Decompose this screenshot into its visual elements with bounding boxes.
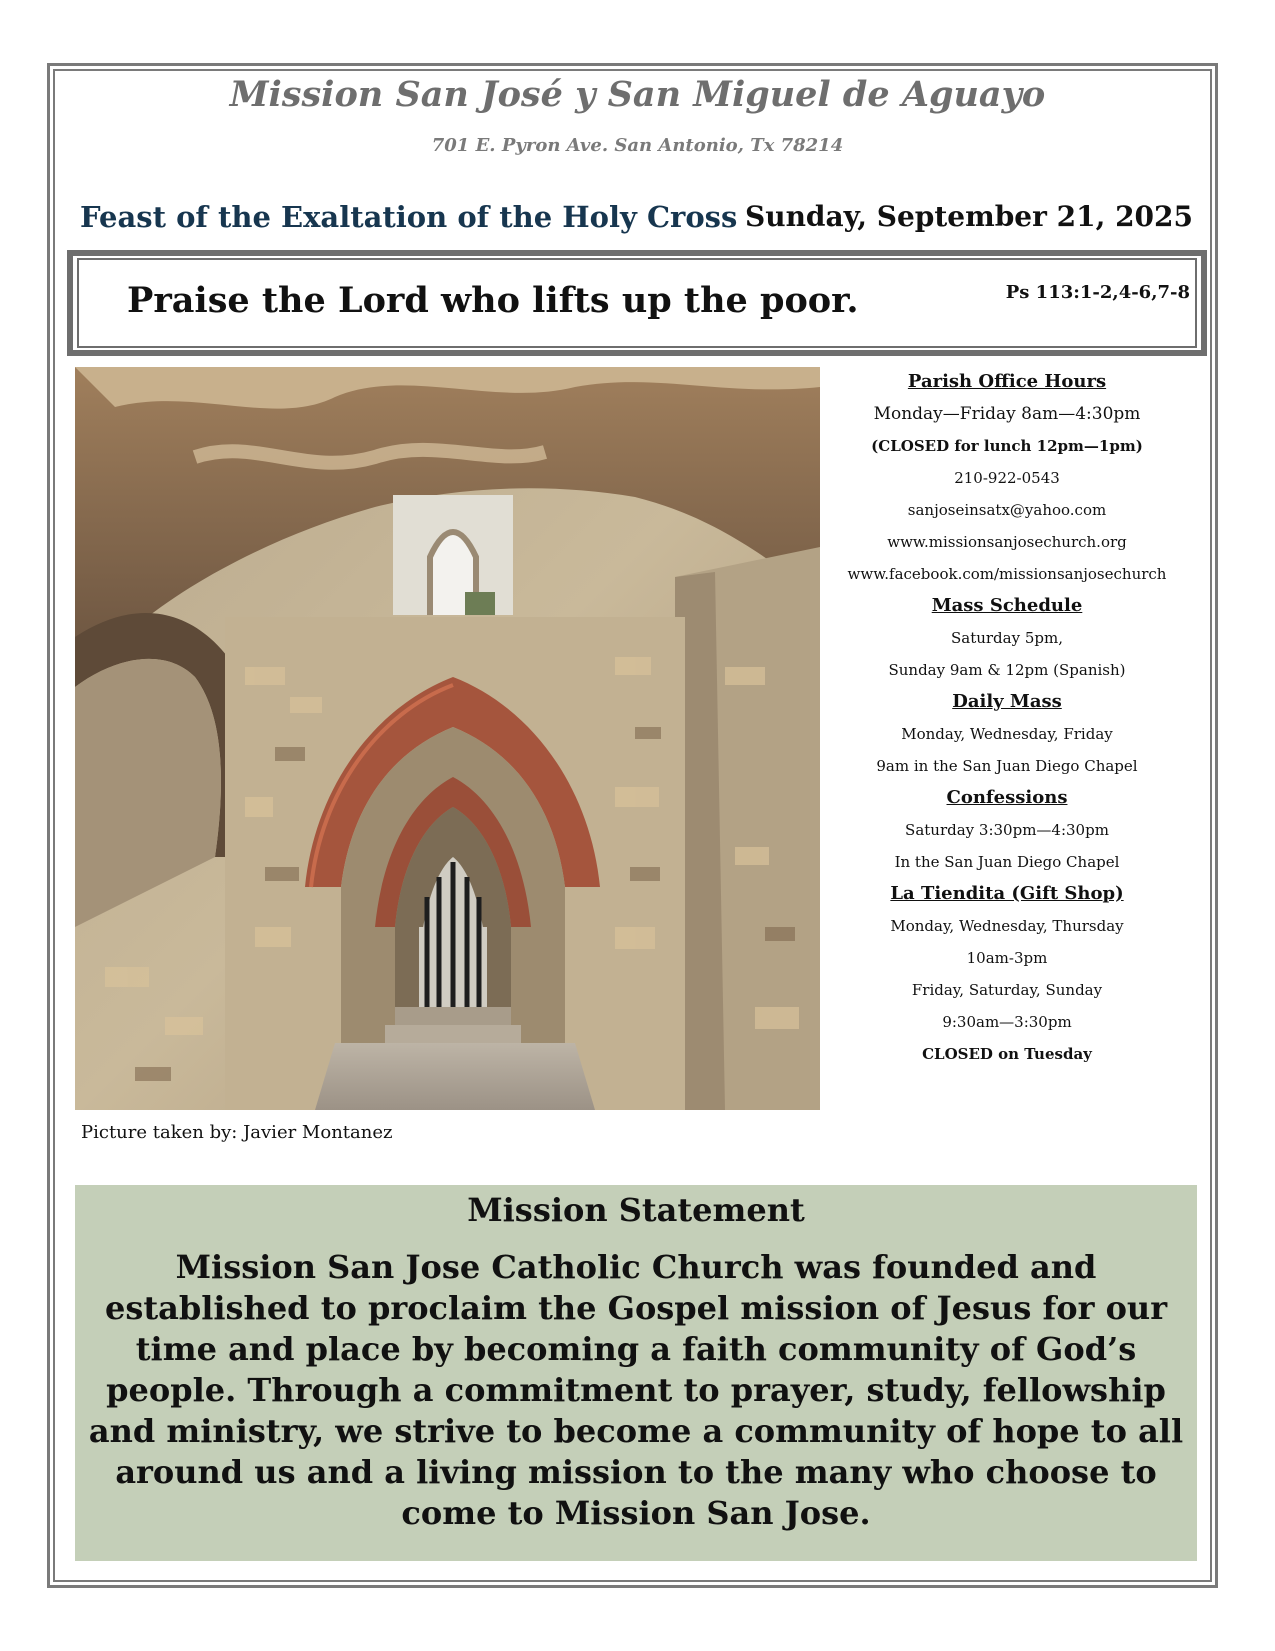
parish-email: sanjoseinsatx@yahoo.com (907, 501, 1107, 519)
mission-statement-text: Mission San Jose Catholic Church was founded and established to proclaim the Gospel mission of Jesus for our time and place by becoming a faith community of God’s people. Through a commitment to prayer, study, fellowship and ministry, we strive to become a community of hope to all around us and a living mission to the many who choose to come to Mission San Jose. (88, 1248, 1184, 1532)
mission-address: 701 E. Pyron Ave. San Antonio, Tx 78214 (431, 135, 844, 156)
bulletin-date: Sunday, September 21, 2025 (744, 200, 1193, 233)
gift-shop-days-weekend: Friday, Saturday, Sunday (911, 981, 1103, 999)
gift-shop-heading: La Tiendita (Gift Shop) (890, 883, 1124, 904)
office-lunch-closure: (CLOSED for lunch 12pm—1pm) (871, 437, 1143, 455)
parish-phone: 210-922-0543 (954, 469, 1060, 487)
psalm-refrain: Praise the Lord who lifts up the poor. (127, 280, 859, 321)
confessions-heading: Confessions (946, 787, 1068, 808)
daily-mass-heading: Daily Mass (952, 691, 1062, 712)
mission-statement-box (75, 1185, 1197, 1561)
mission-statement-heading: Mission Statement (467, 1191, 805, 1229)
confessions-place: In the San Juan Diego Chapel (894, 853, 1120, 871)
parish-website: www.missionsanjosechurch.org (887, 533, 1127, 551)
mission-arch-photo (75, 367, 820, 1110)
psalm-reference: Ps 113:1-2,4-6,7-8 (1005, 282, 1190, 303)
feast-name: Feast of the Exaltation of the Holy Cross (80, 200, 738, 234)
confessions-time: Saturday 3:30pm—4:30pm (905, 821, 1109, 839)
gift-shop-days-weekday: Monday, Wednesday, Thursday (890, 917, 1124, 935)
daily-mass-time: 9am in the San Juan Diego Chapel (876, 757, 1138, 775)
mass-sunday: Sunday 9am & 12pm (Spanish) (888, 661, 1126, 679)
gift-shop-hours-weekday: 10am-3pm (966, 949, 1048, 967)
office-hours-heading: Parish Office Hours (907, 371, 1107, 392)
stone-arches-illustration (75, 367, 820, 1110)
photo-caption: Picture taken by: Javier Montanez (81, 1122, 393, 1143)
parish-facebook: www.facebook.com/missionsanjosechurch (847, 565, 1167, 583)
mass-saturday: Saturday 5pm, (950, 629, 1063, 647)
office-hours: Monday—Friday 8am—4:30pm (873, 404, 1141, 424)
gift-shop-closed-day: CLOSED on Tuesday (922, 1045, 1092, 1063)
mission-title: Mission San José y San Miguel de Aguayo (229, 74, 1046, 115)
daily-mass-days: Monday, Wednesday, Friday (901, 725, 1113, 743)
mass-schedule-heading: Mass Schedule (931, 595, 1083, 616)
parish-info-column (832, 366, 1182, 1070)
gift-shop-hours-weekend: 9:30am—3:30pm (942, 1013, 1072, 1031)
